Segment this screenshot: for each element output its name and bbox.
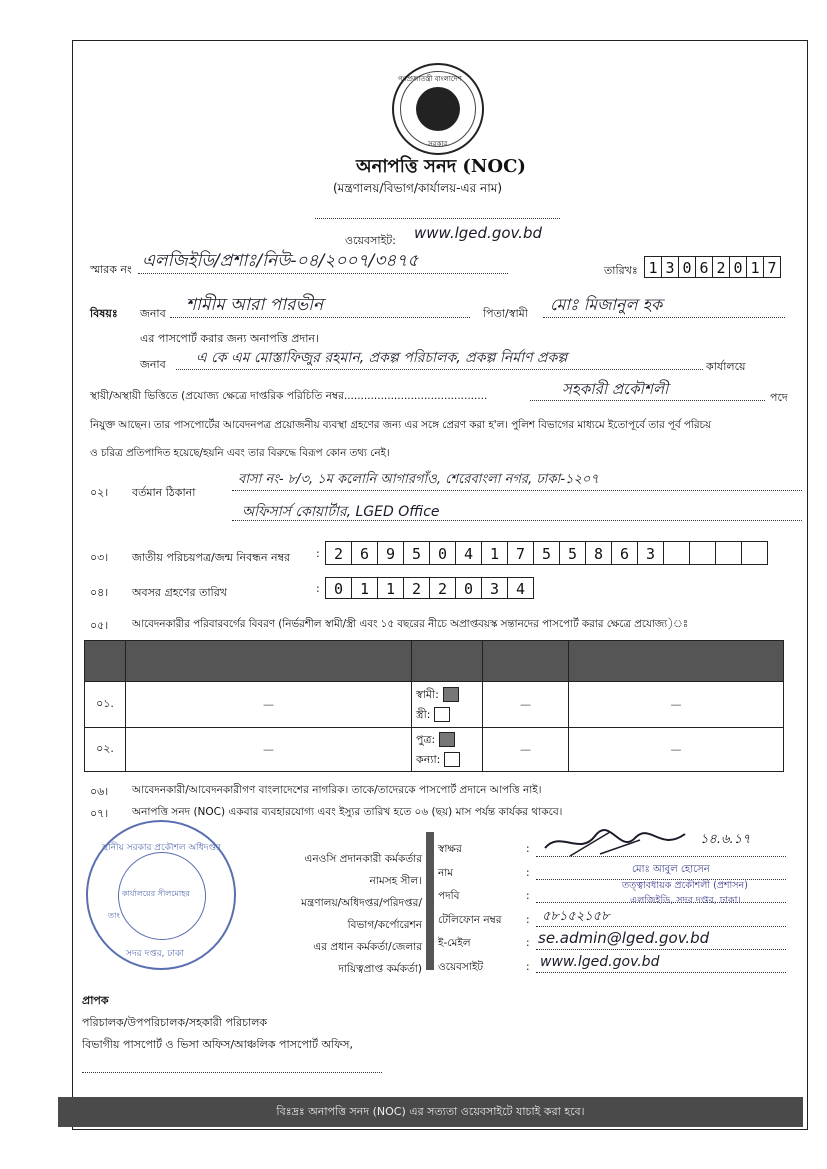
field-name-label: নাম [438, 866, 454, 879]
relation-son-label: পুত্র: [416, 732, 436, 746]
family-table [84, 640, 784, 772]
seal-text-bottom: সরকার [428, 140, 448, 148]
father-name: মোঃ মিজানুল হক [550, 295, 663, 314]
nid-digit-box: 2 [325, 541, 352, 565]
seal-text-top: গণপ্রজাতন্ত্রী বাংলাদেশ [398, 75, 462, 83]
issuer-line: দায়িত্বপ্রাপ্ত কর্মকর্তা) [338, 963, 422, 975]
recipient-line1: পরিচালক/উপপরিচালক/সহকারী পরিচালক [82, 1016, 268, 1029]
nid-digit-box: 6 [611, 541, 638, 565]
retirement-boxes [326, 577, 534, 599]
body-janab: জনাব [140, 358, 166, 371]
field-website-label: ওয়েবসাইট [438, 960, 484, 973]
body-line2: স্থায়ী/অস্থায়ী ভিত্তিতে (প্রযোজ্য ক্ষেত্রে দাপ্তরিক পরিচিতি নম্বর........................................... [90, 390, 488, 402]
recipient-address-line [82, 1072, 382, 1073]
nid-digit-box [663, 541, 690, 565]
issuer-stamp-name: মোঃ আবুল হোসেন [632, 864, 710, 875]
stamp-date-label: তাং [108, 911, 120, 920]
field-email-label: ই-মেইল [438, 937, 471, 949]
family-label: আবেদনকারীর পরিবারবর্গের বিবরণ (নির্ভরশীল স্বামী/স্ত্রী এবং ১৫ বছরের নীচে অপ্রাপ্তবয়স্ক সন্তানদের পাসপোর্ট করার ক্ষেত্রে প্রযোজ্য)ঃ [132, 618, 689, 630]
wife-checkbox[interactable] [434, 707, 450, 722]
retirement-label: অবসর গ্রহণের তারিখ [132, 586, 227, 599]
issuer-divider [426, 832, 434, 970]
nid-digit-box [715, 541, 742, 565]
issuer-colons: : : : : : : [526, 843, 530, 973]
website-value: www.lged.gov.bd [414, 224, 542, 242]
note-07: অনাপত্তি সনদ (NOC) একবার ব্যবহারযোগ্য এবং ইস্যুর তারিখ হতে ০৬ (ছয়) মাস পর্যন্ত কার্যকর থাকবে। [132, 806, 563, 818]
row-name-cell: — [126, 728, 412, 772]
retirement-digit-box: 4 [507, 577, 534, 599]
page-subtitle: (মন্ত্রণালয়/বিভাগ/কার্যালয়-এর নাম) [333, 181, 503, 195]
date-digit-box: 0 [678, 256, 696, 278]
page-title: অনাপত্তি সনদ (NOC) [356, 156, 526, 177]
memo-label: স্মারক নং [90, 263, 132, 276]
stamp-center-text: কার্যালয়ের সীলমোহর [122, 889, 190, 898]
row-serial: ০১. [85, 682, 126, 728]
retirement-colon: : [316, 582, 320, 595]
post-tail: পদে [770, 391, 788, 404]
row-col4-cell: — [483, 728, 569, 772]
row-serial: ০২. [85, 728, 126, 772]
date-digit-box: 0 [729, 256, 747, 278]
row-col5-cell: — [569, 728, 784, 772]
memo-line [138, 273, 508, 274]
nid-digit-box: 3 [637, 541, 664, 565]
government-seal [392, 63, 484, 155]
email-value: se.admin@lged.gov.bd [538, 929, 710, 947]
row-col5-cell: — [569, 682, 784, 728]
issuer-left-block [242, 848, 422, 980]
signature-date: ১৪.৬.১৭ [700, 832, 751, 847]
address-label: বর্তমান ঠিকানা [132, 486, 196, 499]
recipient-label: প্রাপক [82, 994, 109, 1007]
father-line [543, 317, 785, 318]
row-relation-cell [412, 682, 483, 728]
nid-digit-box: 1 [481, 541, 508, 565]
address-line1-dots [232, 490, 802, 491]
retirement-digit-box: 3 [481, 577, 508, 599]
retirement-digit-box: 0 [325, 577, 352, 599]
nid-digit-box: 9 [377, 541, 404, 565]
nid-digit-box: 5 [533, 541, 560, 565]
retirement-digit-box: 2 [403, 577, 430, 599]
issuer-stamp-office: এলজিইডি, সদর দপ্তর, ঢাকা। [630, 895, 741, 906]
retirement-digit-box: 1 [351, 577, 378, 599]
nid-digit-box: 8 [585, 541, 612, 565]
office-name-line [315, 218, 560, 219]
recipient-line2: বিভাগীয় পাসপোর্ট ও ভিসা অফিস/আঞ্চলিক পাসপোর্ট অফিস, [82, 1038, 353, 1051]
nid-digit-box: 0 [429, 541, 456, 565]
nid-digit-box: 5 [403, 541, 430, 565]
issuer-line: এর প্রধান কর্মকর্তা/জেলার [313, 941, 422, 953]
signature-image [540, 826, 690, 862]
address-line2-dots [232, 520, 802, 521]
office-tail: কার্যালয়ে [706, 360, 746, 373]
row-name-cell: — [126, 682, 412, 728]
issuer-line: বিভাগ/কর্পোরেশন [347, 919, 422, 931]
body-line4: ও চরিত্র প্রতিপাদিত হয়েছে/হয়নি এবং তার বিরুদ্ধে বিরূপ কোন তথ্য নেই। [90, 447, 390, 459]
row-col4-cell: — [483, 682, 569, 728]
date-label: তারিখঃ [604, 264, 638, 277]
family-table-header [85, 641, 784, 682]
father-label: পিতা/স্বামী [483, 307, 528, 320]
daughter-checkbox[interactable] [444, 752, 460, 767]
date-digit-box: 1 [746, 256, 764, 278]
note-06-number: ০৬। [90, 785, 109, 798]
retirement-digit-box: 2 [429, 577, 456, 599]
field-designation-label: পদবি [438, 890, 460, 902]
row-relation-cell [412, 728, 483, 772]
date-boxes [645, 256, 781, 278]
stamp-outer-text: স্থানীয় সরকার প্রকৌশল অধিদপ্তর [102, 843, 221, 853]
email-field-line [536, 949, 786, 950]
item-02-number: ০২। [90, 486, 109, 499]
issuer-line: এনওসি প্রদানকারী কর্মকর্তার [304, 853, 422, 865]
subject-tail: এর পাসপোর্ট করার জন্য অনাপত্তি প্রদান। [140, 332, 319, 345]
footer-note: বিঃদ্রঃ অনাপত্তি সনদ (NOC) এর সত্যতা ওয়েবসাইটে যাচাই করা হবে। [58, 1097, 803, 1127]
name-line [170, 317, 470, 318]
address-line2: অফিসার্স কোয়ার্টার, LGED Office [242, 504, 440, 520]
issuer-line: নামসহ সীল। [369, 875, 422, 887]
issuer-stamp-designation: তত্ত্বাবধায়ক প্রকৌশলী (প্রশাসন) [622, 880, 748, 891]
designation-value: সহকারী প্রকৌশলী [562, 380, 669, 398]
son-checkbox[interactable] [439, 732, 455, 747]
memo-value: এলজিইডি/প্রশাঃ/নিউ-০৪/২০০৭/৩৪৭৫ [142, 251, 419, 271]
field-phone-label: টেলিফোন নম্বর [438, 913, 502, 926]
address-line1: বাসা নং- ৮/৩, ১ম কলোনি আগারগাঁও, শেরেবাংলা নগর, ঢাকা-১২০৭ [238, 472, 599, 487]
date-digit-box: 6 [695, 256, 713, 278]
nid-boxes [326, 541, 768, 565]
website-label: ওয়েবসাইট: [345, 234, 396, 247]
note-06: আবেদনকারী/আবেদনকারীগণ বাংলাদেশের নাগরিক। তাকে/তাদেরকে পাসপোর্ট প্রদানে আপত্তি নাই। [132, 784, 542, 796]
subject-janab: জনাব [140, 307, 166, 320]
retirement-digit-box: 1 [377, 577, 404, 599]
date-digit-box: 2 [712, 256, 730, 278]
issuer-website-value: www.lged.gov.bd [540, 954, 660, 970]
body-line3: নিযুক্ত আছেন। তার পাসপোর্টের আবেদনপত্র প্রয়োজনীয় ব্যবস্থা গ্রহণের জন্য এর সঙ্গে প্রেরণ করা হ'ল। পুলিশ বিভাগের মাধ্যমে ইতোপূর্বে তার পূর্ব পরিচয় [90, 419, 712, 431]
relation-daughter-label: কন্যা: [416, 752, 441, 766]
designation-line [530, 400, 765, 401]
stamp-bottom-text: সদর দপ্তর, ঢাকা [126, 949, 184, 959]
relation-wife-label: স্ত্রী: [416, 707, 431, 721]
date-digit-box: 7 [763, 256, 781, 278]
retirement-digit-box: 0 [455, 577, 482, 599]
issuer-line: মন্ত্রণালয়/অধিদপ্তর/পরিদপ্তর/ [301, 897, 422, 909]
item-05-number: ০৫। [90, 619, 109, 632]
subject-label: বিষয়ঃ [90, 307, 118, 320]
table-row [85, 682, 784, 728]
date-digit-box: 1 [644, 256, 662, 278]
field-signature-label: স্বাক্ষর [438, 843, 462, 855]
note-07-number: ০৭। [90, 807, 109, 820]
table-row [85, 728, 784, 772]
nid-digit-box [689, 541, 716, 565]
date-digit-box: 3 [661, 256, 679, 278]
applicant-name: শামীম আরা পারভীন [186, 295, 324, 315]
website-field-line [536, 972, 786, 973]
item-03-number: ০৩। [90, 551, 109, 564]
relation-husband-label: স্বামী: [416, 687, 439, 701]
nid-digit-box [741, 541, 768, 565]
phone-value: ৫৮১৫২১৫৮ [542, 909, 610, 924]
husband-checkbox[interactable] [443, 687, 459, 702]
item-04-number: ০৪। [90, 586, 109, 599]
officer-line [176, 369, 703, 370]
office-round-stamp [86, 820, 236, 970]
nid-label: জাতীয় পরিচয়পত্র/জন্ম নিবন্ধন নম্বর [132, 551, 291, 564]
nid-digit-box: 4 [455, 541, 482, 565]
officer-name: এ কে এম মোস্তাফিজুর রহমান, প্রকল্প পরিচালক, প্রকল্প নির্মাণ প্রকল্প [196, 350, 568, 366]
nid-digit-box: 6 [351, 541, 378, 565]
nid-colon: : [316, 547, 320, 560]
issuer-fields [438, 838, 528, 979]
nid-digit-box: 5 [559, 541, 586, 565]
nid-digit-box: 7 [507, 541, 534, 565]
